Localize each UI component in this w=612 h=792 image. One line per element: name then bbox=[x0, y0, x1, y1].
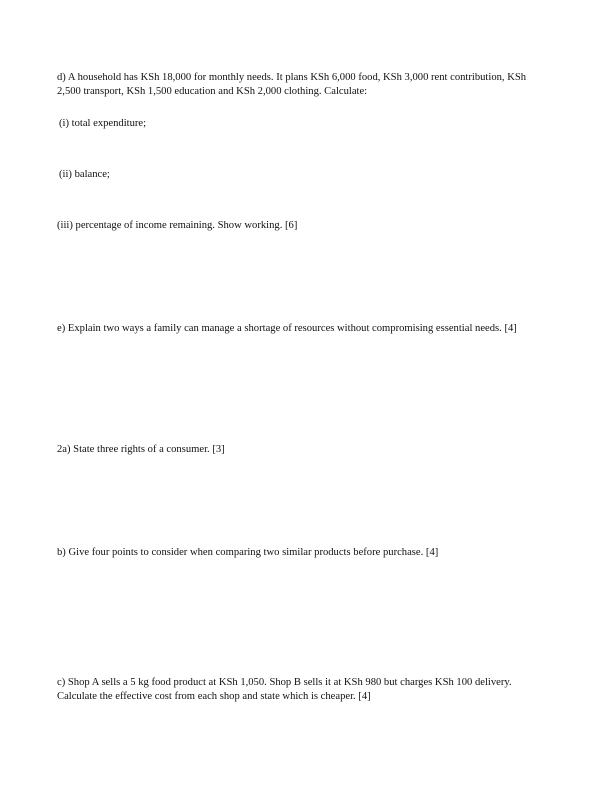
question-2a: 2a) State three rights of a consumer. [3] bbox=[57, 444, 225, 455]
question-2c: c) Shop A sells a 5 kg food product at KSh 1,050. Shop B sells it at KSh 980 but charges KSh 100 delivery. Calculate the effective cost from each shop and state which is cheaper. [4] bbox=[57, 677, 512, 702]
question-2b: b) Give four points to consider when comparing two similar products before purchase. [4] bbox=[57, 547, 439, 558]
question-d-ii: (ii) balance; bbox=[59, 169, 110, 180]
question-d-i: (i) total expenditure; bbox=[59, 118, 147, 129]
question-e: e) Explain two ways a family can manage a shortage of resources without compromising essential needs. [4] bbox=[57, 323, 517, 334]
question-d-iii: (iii) percentage of income remaining. Show working. [6] bbox=[57, 220, 298, 231]
question-d: d) A household has KSh 18,000 for monthly needs. It plans KSh 6,000 food, KSh 3,000 rent contribution, KSh 2,500 transport, KSh 1,500 education and KSh 2,000 clothing. Calculate: bbox=[57, 72, 527, 97]
